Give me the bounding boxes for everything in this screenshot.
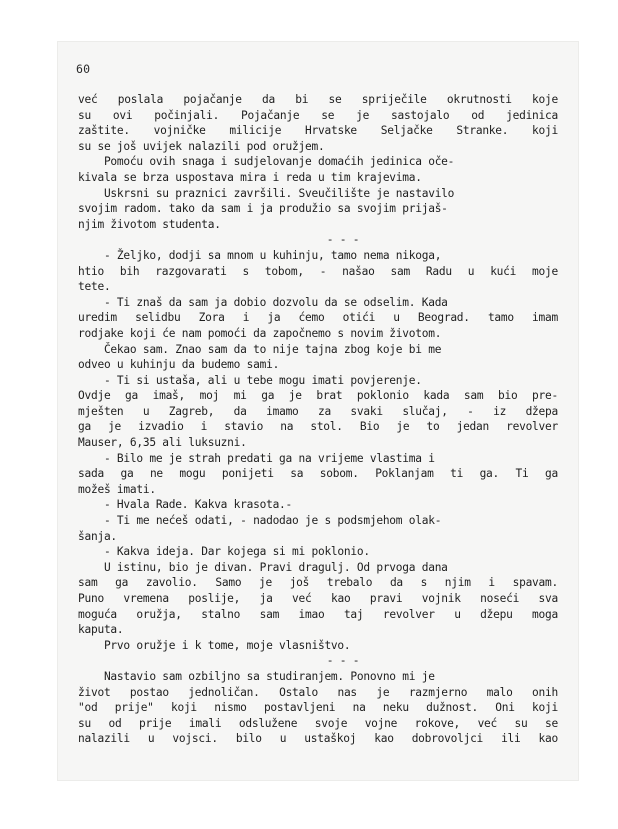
text-line: Uskrsni su praznici završili. Sveučilište je nastavilo [78,186,455,200]
text-line: "od prije" koji nismo postavljeni na neku dužnost. Oni koji [78,701,558,715]
text-line: Prvo oružje i k tome, moje vlasništvo. [78,638,351,652]
text-line: Pomoću ovih snaga i sudjelovanje domaćih jedinica oče- [78,155,455,169]
text-line: njim životom studenta. [78,217,221,231]
text-line: nalazili u vojsci. bilo u ustaškoj kao dobrovoljci ili kao [78,732,558,746]
text-line: svojim radom. tako da sam i ja produžio sa svojim prijaš- [78,202,448,216]
text-line: Ovdje ga imaš, moj mi ga je brat poklonio kada sam bio pre- [78,389,558,403]
text-line: mješten u Zagreb, da imamo za svaki slučaj, - iz džepa [78,404,558,418]
body-text [78,92,558,747]
text-line: rodjake koji će nam pomoći da započnemo s novim životom. [78,326,442,340]
text-line: - Kakva ideja. Dar kojega si mi poklonio. [78,545,370,559]
text-line: Nastavio sam ozbiljno sa studiranjem. Ponovno mi je [78,669,435,683]
text-line: zaštite. vojničke milicije Hrvatske Seljačke Stranke. koji [78,124,558,138]
text-line: kivala se brza uspostava mira i reda u tim krajevima. [78,170,422,184]
text-line: već poslala pojačanje da bi se spriječile okrutnosti koje [78,93,558,106]
section-separator: - - - [326,654,360,668]
text-line: možeš imati. [78,482,156,496]
section-separator: - - - [326,233,360,247]
text-line: - Hvala Rade. Kakva krasota.- [78,498,293,512]
text-line: kaputa. [78,623,124,637]
text-line: uredim selidbu Zora i ja ćemo otići u Beograd. tamo imam [78,311,558,325]
text-line: - Željko, dodji sa mnom u kuhinju, tamo nema nikoga, [78,248,442,262]
text-line: - Ti si ustaša, ali u tebe mogu imati povjerenje. [78,373,422,387]
text-line: ga je izvadio i stavio na stol. Bio je to jedan revolver [78,420,558,434]
text-line: moguća oružja, stalno sam imao taj revolver u džepu moga [78,607,558,621]
book-page [58,42,578,780]
text-line: su se još uvijek nalazili pod oružjem. [78,139,325,153]
text-line: Čekao sam. Znao sam da to nije tajna zbog koje bi me [78,342,442,356]
text-line: sada ga ne mogu ponijeti sa sobom. Poklanjam ti ga. Ti ga [78,467,558,481]
text-line: šanja. [78,529,117,543]
page-number: 60 [76,62,91,76]
text-line: odveo u kuhinju da budemo sami. [78,358,280,372]
text-line: tete. [78,280,111,294]
text-line: U istinu, bio je divan. Pravi dragulj. Od prvoga dana [78,560,448,574]
text-line: - Bilo me je strah predati ga na vrijeme vlastima i [78,451,435,465]
text-line: Puno vremena poslije, ja već kao pravi vojnik noseći sva [78,592,558,605]
text-line: sam ga zavolio. Samo je još trebalo da s njim i spavam. [78,576,558,590]
text-line: su ovi počinjali. Pojačanje se je sastojalo od jedinica [78,108,558,122]
text-line: - Ti me nećeš odati, - nadodao je s podsmjehom olak- [78,514,442,528]
text-line: - Ti znaš da sam ja dobio dozvolu da se odselim. Kada [78,295,448,309]
text-line: život postao jednoličan. Ostalo nas je razmjerno malo onih [78,685,558,699]
text-line: su od prije imali odslužene svoje vojne rokove, već su se [78,716,558,730]
text-line: htio bih razgovarati s tobom, - našao sam Radu u kući moje [78,264,558,278]
text-line: Mauser, 6,35 ali luksuzni. [78,436,247,450]
